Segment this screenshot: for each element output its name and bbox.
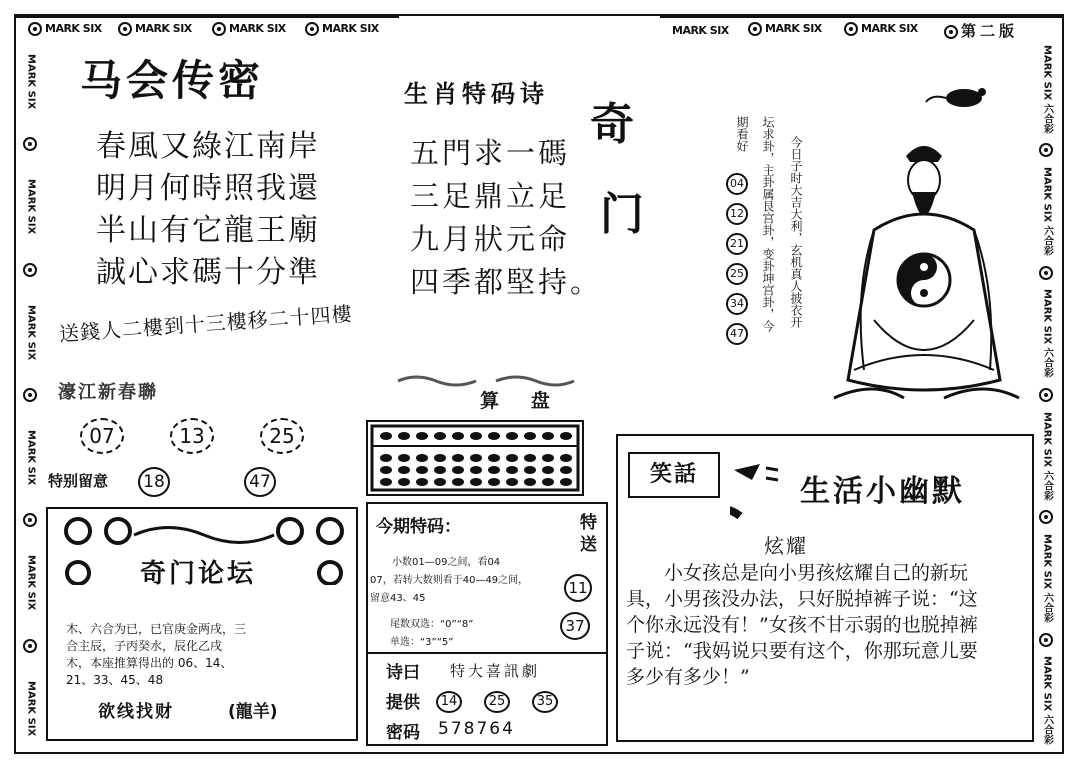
poem-line: 明月何時照我還 <box>96 171 320 206</box>
issue-line: 07，若转大数则看于40—49之间， <box>370 575 529 586</box>
poem-line: 五門求一碼 <box>410 136 571 170</box>
forum-box <box>46 507 358 741</box>
side-mark: MARK SIX <box>25 304 37 360</box>
header-mark: MARK SIX <box>305 22 379 36</box>
side-mark: MARK SIX <box>25 54 37 110</box>
side-mark: MARK SIX 六合彩 <box>1041 167 1053 256</box>
left-title: 马会传密 <box>80 56 265 105</box>
flower-icon <box>1039 266 1053 280</box>
flower-icon <box>23 639 37 653</box>
number-circle: 47 <box>244 467 276 497</box>
abacus-icon <box>368 422 582 494</box>
side-mark: MARK SIX 六合彩 <box>1041 656 1053 746</box>
issue-side-char: 特 <box>580 513 597 533</box>
forum-line: 21、33、45、48 <box>66 673 164 687</box>
number-circle: 11 <box>564 574 592 602</box>
poem-line: 春風又綠江南岸 <box>96 129 320 164</box>
side-mark: MARK SIX <box>25 430 37 486</box>
number-circle: 47 <box>726 323 748 345</box>
number-circle: 35 <box>532 691 558 713</box>
flower-icon <box>1039 388 1053 402</box>
divination-col: 今日子时大吉大利，玄机真人披衣开 <box>789 136 803 328</box>
poem-line: 四季都堅持。 <box>410 265 603 299</box>
humor-box <box>616 434 1034 742</box>
spring-couplet-label: 濠江新春聯 <box>58 382 158 403</box>
side-mark: MARK SIX 六合彩 <box>1041 534 1053 623</box>
brush-stroke-icon <box>730 460 780 480</box>
flower-icon <box>23 263 37 277</box>
number-circle: 14 <box>436 691 462 713</box>
side-mark: MARK SIX 六合彩 <box>1041 411 1053 501</box>
poem-line: 誠心求碼十分準 <box>96 255 320 290</box>
sage-illustration <box>814 80 1034 410</box>
qimen-char-1: 奇 <box>590 99 634 150</box>
divination-col: 期看好 <box>735 116 749 152</box>
side-mark: MARK SIX 六合彩 <box>1041 44 1053 134</box>
forum-line: 木，本座推算得出的 06、14、 <box>66 656 233 670</box>
number-circle: 18 <box>138 467 170 497</box>
special-label: 特别留意 <box>48 472 109 490</box>
flower-icon <box>23 513 37 527</box>
zodiac-poem <box>410 132 602 304</box>
qimen-char-2: 门 <box>600 189 644 240</box>
issue-line: 尾数双选：“0”“8” <box>390 619 474 630</box>
flower-icon <box>844 22 858 36</box>
issue-line: 单选：“3”“5” <box>390 637 454 648</box>
abacus-swirl <box>396 372 576 386</box>
flower-icon <box>23 388 37 402</box>
poem-line: 半山有它龍王廟 <box>96 213 320 248</box>
number-circle: 12 <box>726 203 748 225</box>
code-label: 密码 <box>386 723 420 743</box>
flower-icon <box>23 137 37 151</box>
issue-divider <box>368 652 606 654</box>
forum-bottom-left: 欲线找财 <box>98 702 174 722</box>
side-mark: MARK SIX 六合彩 <box>1041 289 1053 379</box>
side-mark: MARK SIX <box>25 179 37 235</box>
header-mark: MARK SIX <box>118 22 192 36</box>
flower-icon <box>305 22 319 36</box>
humor-text: 小女孩总是向小男孩炫耀自己的新玩具，小男孩没办法，只好脱掉裤子说：“这个你永远没有！”女孩不甘示弱的也脱掉裤子说：“我妈说只要有这个，你那玩意儿要多少有多少！” <box>626 562 978 688</box>
number-badge: 25 <box>260 418 304 454</box>
number-badge: 13 <box>170 418 214 454</box>
flower-icon <box>1039 510 1053 524</box>
humor-subtitle: 炫耀 <box>764 534 808 558</box>
issue-line: 小数01—09之间，看04 <box>392 557 501 568</box>
number-badge: 07 <box>80 418 124 454</box>
abacus-image <box>366 420 584 496</box>
poem-line: 三足鼎立足 <box>410 179 571 213</box>
forum-text <box>66 621 346 689</box>
code-value: 578764 <box>438 719 515 739</box>
number-circle: 25 <box>484 691 510 713</box>
flower-icon <box>944 25 958 39</box>
flower-icon <box>748 22 762 36</box>
top-rule-right <box>660 14 1064 18</box>
abacus-label: 算 盘 <box>480 390 553 412</box>
right-side-marks <box>1036 40 1058 750</box>
humor-tag: 笑話 <box>628 452 720 498</box>
number-circle: 21 <box>726 233 748 255</box>
issue-box <box>366 502 608 746</box>
flower-icon <box>1039 143 1053 157</box>
issue-side-char: 送 <box>580 535 597 555</box>
header-mark: MARK SIX <box>28 22 102 36</box>
flower-icon <box>1039 633 1053 647</box>
number-circle: 34 <box>726 293 748 315</box>
poem-text: 特大喜訊劇 <box>450 662 541 680</box>
divination-col: 坛求卦，主卦属艮宫卦，变卦坤宫卦，今 <box>761 116 775 332</box>
poem-line: 九月狀元命 <box>410 222 571 256</box>
left-side-marks <box>20 40 42 750</box>
slanted-line: 送錢人二樓到十三樓移二十四樓 <box>58 301 354 346</box>
flower-icon <box>118 22 132 36</box>
edition-label: 第二版 <box>944 20 1018 41</box>
sage-figure-icon <box>814 80 1034 410</box>
forum-line: 合主辰，子丙癸水，辰化乙戌 <box>66 639 223 653</box>
header-mark: MARK SIX <box>748 22 822 36</box>
header-mark: MARK SIX <box>672 24 729 37</box>
humor-title: 生活小幽默 <box>800 474 965 509</box>
flower-icon <box>28 22 42 36</box>
forum-line: 木、六合为已，已官庚金两戌，三 <box>66 622 247 636</box>
issue-line: 留意43、45 <box>370 593 426 604</box>
flower-icon <box>212 22 226 36</box>
left-poem <box>96 126 320 294</box>
provide-label: 提供 <box>386 693 420 713</box>
issue-side-label <box>580 512 597 556</box>
side-mark: MARK SIX <box>25 555 37 611</box>
forum-title: 奇门论坛 <box>140 559 257 589</box>
divination-numbers <box>726 172 750 352</box>
zodiac-poem-title: 生肖特码诗 <box>404 80 549 108</box>
top-rule-left <box>14 14 399 18</box>
issue-title: 今期特码： <box>376 517 461 537</box>
number-circle: 37 <box>560 612 590 640</box>
forum-bottom-right: (龍羊) <box>228 702 278 722</box>
number-circle: 25 <box>726 263 748 285</box>
header-mark: MARK SIX <box>212 22 286 36</box>
side-mark: MARK SIX <box>25 680 37 736</box>
poem-label: 诗曰 <box>386 663 420 683</box>
number-circle: 04 <box>726 173 748 195</box>
header-mark: MARK SIX <box>844 22 918 36</box>
